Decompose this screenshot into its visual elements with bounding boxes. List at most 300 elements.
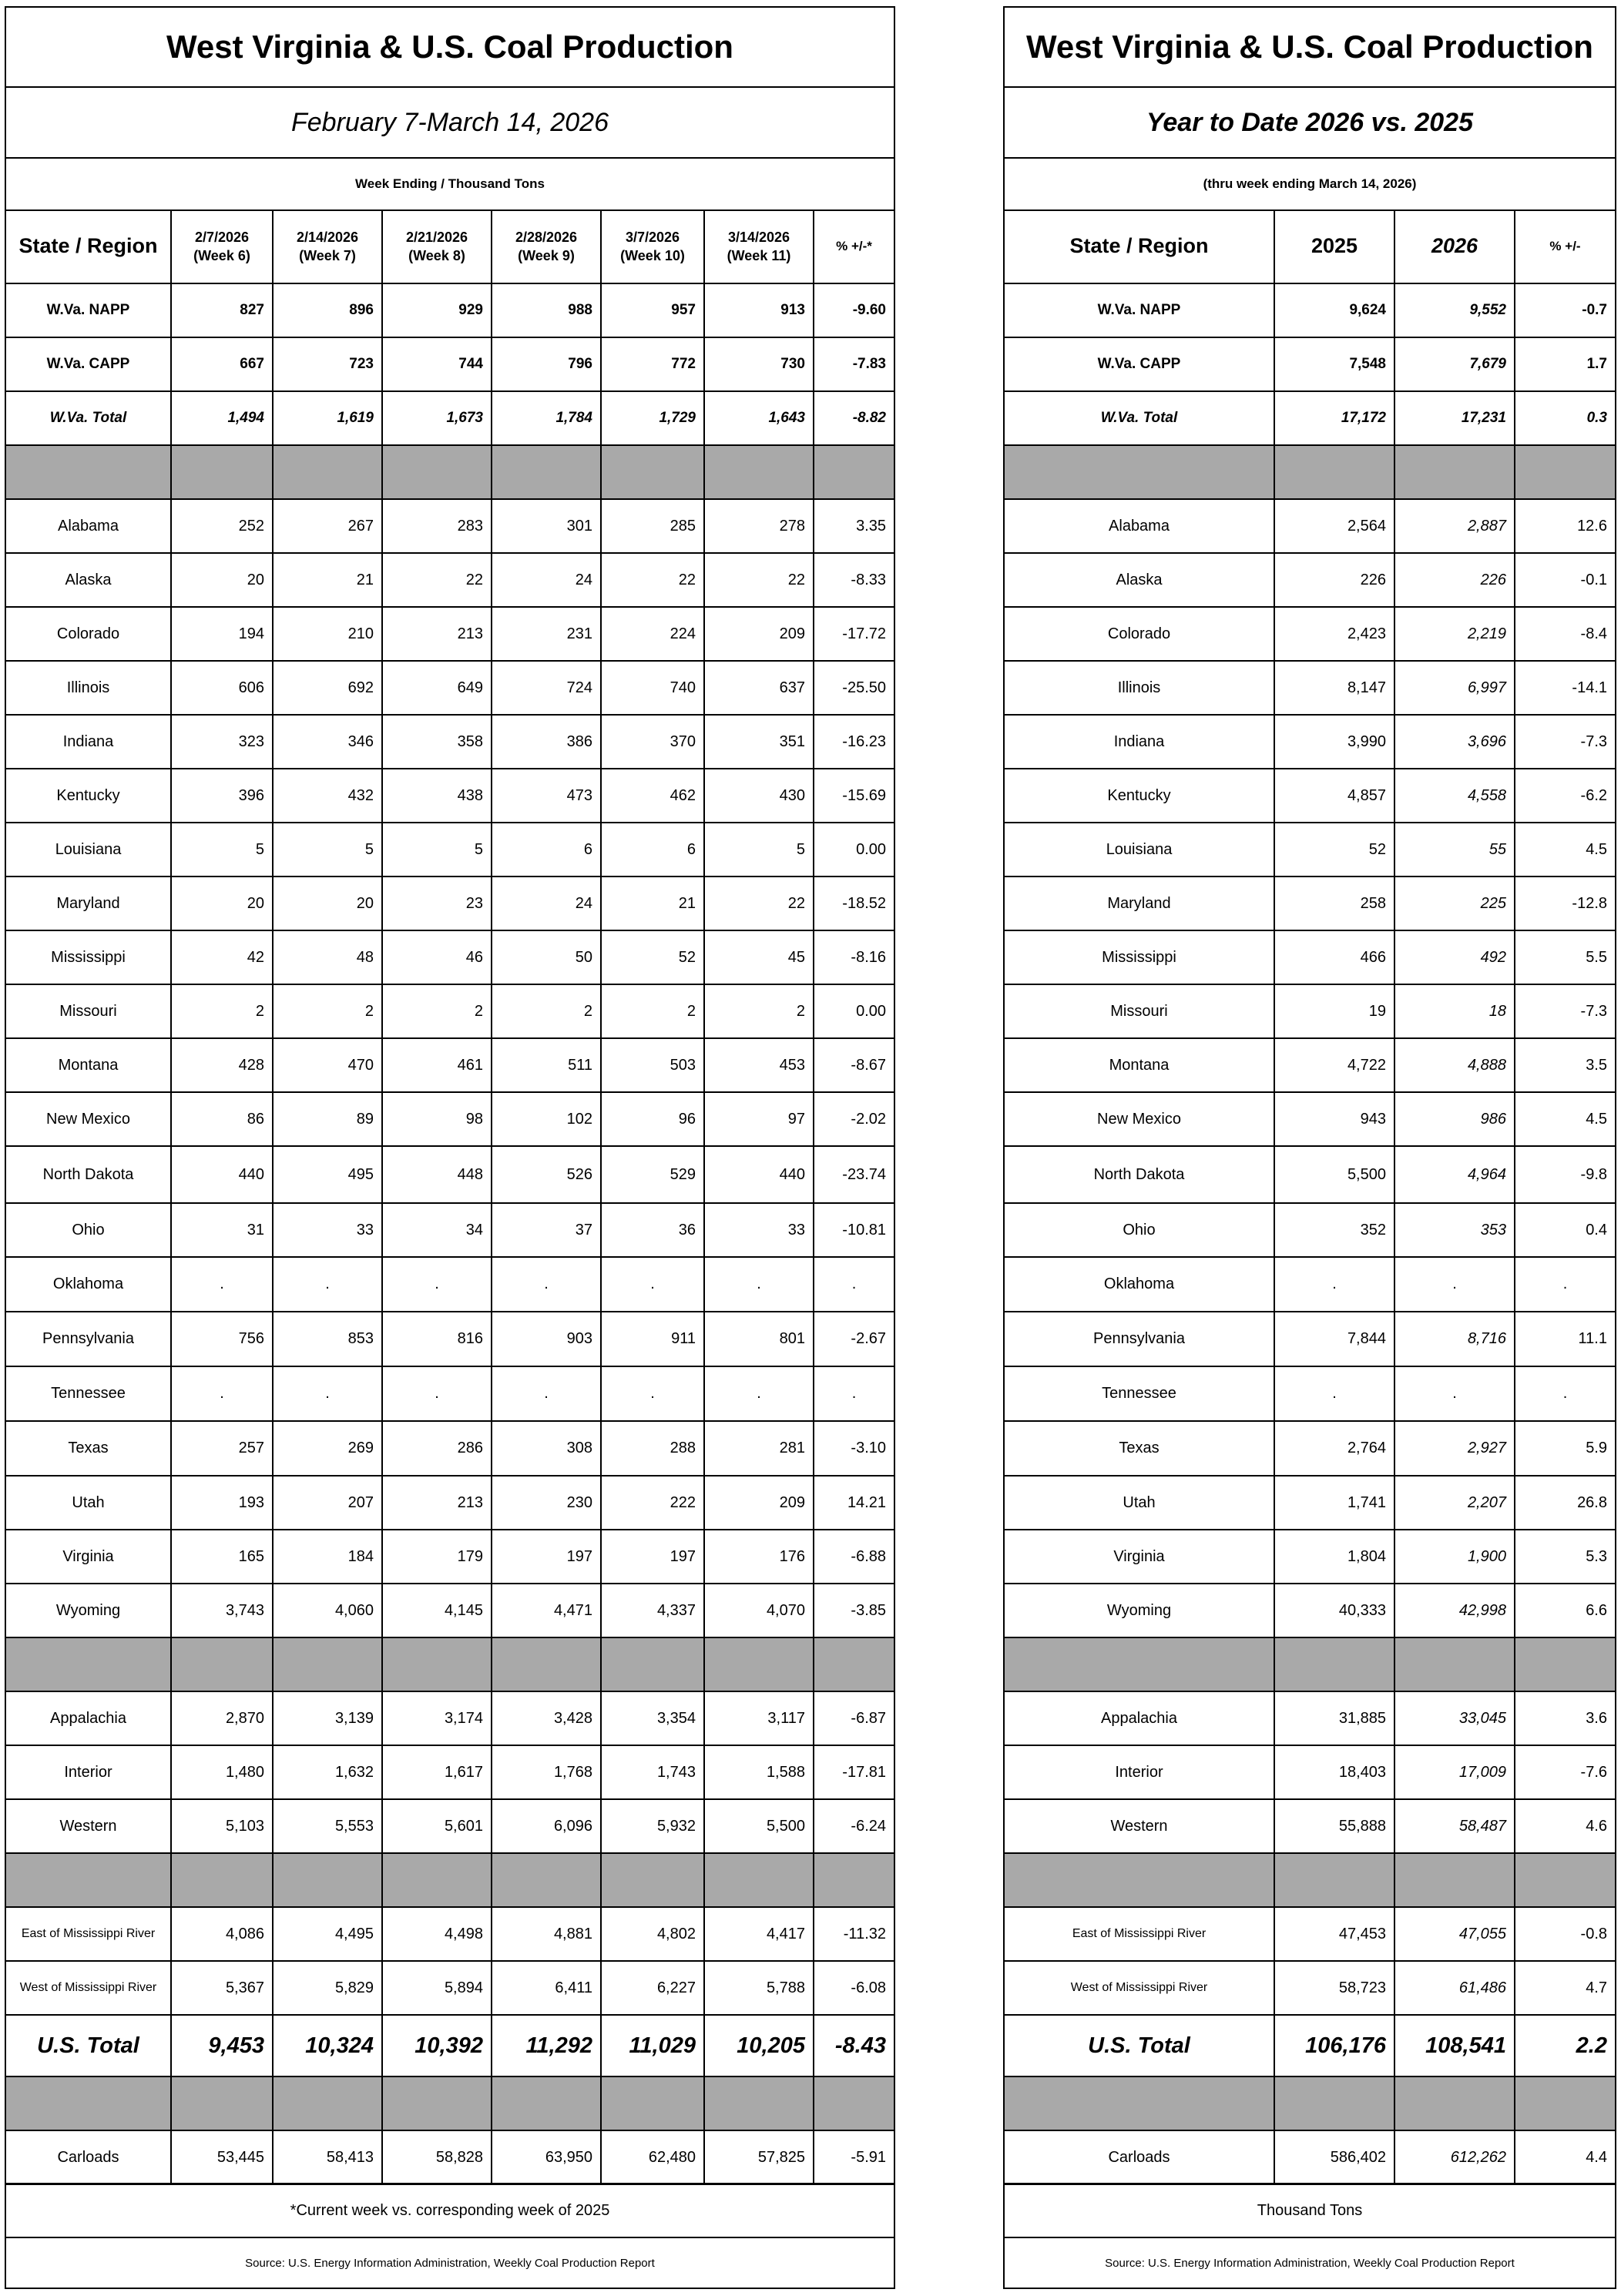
value-cell: 466	[1274, 930, 1394, 984]
table-row-kentucky	[1005, 769, 1615, 823]
separator-cell	[6, 1853, 171, 1907]
pct-change-cell: -11.32	[814, 1907, 894, 1961]
value-cell: 612,262	[1394, 2130, 1515, 2184]
pct-change-cell: -5.91	[814, 2130, 894, 2184]
value-cell: 1,632	[273, 1745, 382, 1799]
region-name: Texas	[1005, 1421, 1274, 1476]
value-cell: 606	[171, 661, 273, 715]
table-row-virginia	[6, 1530, 894, 1584]
table-row-illinois	[1005, 661, 1615, 715]
value-cell: 4,417	[704, 1907, 814, 1961]
value-cell: 3,117	[704, 1691, 814, 1745]
value-cell: 1,743	[601, 1745, 704, 1799]
region-name: Virginia	[6, 1530, 171, 1584]
table-row-ohio	[1005, 1203, 1615, 1257]
pct-change-cell: -7.3	[1515, 715, 1615, 769]
region-name: Mississippi	[6, 930, 171, 984]
value-cell: 724	[492, 661, 601, 715]
value-cell: 37	[492, 1203, 601, 1257]
value-cell: .	[382, 1366, 492, 1421]
value-cell: 929	[382, 283, 492, 337]
table-row-appalachia	[6, 1691, 894, 1745]
pct-change-cell: 3.35	[814, 499, 894, 553]
ytd-unit-note: (thru week ending March 14, 2026)	[1005, 159, 1615, 211]
value-cell: .	[704, 1257, 814, 1312]
ytd-production-panel	[1003, 6, 1616, 2289]
value-cell: .	[273, 1257, 382, 1312]
value-cell: 2	[273, 984, 382, 1038]
region-name: Western	[1005, 1799, 1274, 1853]
separator-row	[6, 2076, 894, 2130]
table-row-us-total	[6, 2015, 894, 2076]
table-row-north-dakota	[6, 1146, 894, 1203]
pct-change-cell: -7.83	[814, 337, 894, 391]
pct-change-cell: .	[1515, 1366, 1615, 1421]
separator-row	[1005, 1853, 1615, 1907]
separator-cell	[814, 1853, 894, 1907]
pct-change-cell: -8.16	[814, 930, 894, 984]
value-cell: 2	[492, 984, 601, 1038]
value-cell: 440	[704, 1146, 814, 1203]
table-row-wyoming	[6, 1584, 894, 1637]
value-cell: 210	[273, 607, 382, 661]
year-2025-column-header: 2025	[1274, 209, 1394, 283]
value-cell: 50	[492, 930, 601, 984]
table-row-interior	[6, 1745, 894, 1799]
value-cell: 8,716	[1394, 1312, 1515, 1366]
value-cell: 46	[382, 930, 492, 984]
value-cell: 2,927	[1394, 1421, 1515, 1476]
region-name: Missouri	[1005, 984, 1274, 1038]
value-cell: 288	[601, 1421, 704, 1476]
value-cell: 1,480	[171, 1745, 273, 1799]
value-cell: 1,588	[704, 1745, 814, 1799]
region-name: Western	[6, 1799, 171, 1853]
value-cell: 896	[273, 283, 382, 337]
pct-change-cell: -8.82	[814, 391, 894, 445]
table-row-east-ms	[6, 1907, 894, 1961]
table-row-west-ms	[1005, 1961, 1615, 2015]
region-column-header: State / Region	[6, 209, 171, 283]
table-row-pennsylvania	[6, 1312, 894, 1366]
pct-change-column-header: % +/-	[1515, 209, 1615, 283]
region-name: Alabama	[6, 499, 171, 553]
separator-cell	[1274, 1637, 1394, 1691]
value-cell: 6,227	[601, 1961, 704, 2015]
region-name: North Dakota	[6, 1146, 171, 1203]
value-cell: 911	[601, 1312, 704, 1366]
pct-change-cell: 26.8	[1515, 1476, 1615, 1530]
value-cell: 301	[492, 499, 601, 553]
value-cell: 986	[1394, 1092, 1515, 1146]
value-cell: 3,990	[1274, 715, 1394, 769]
value-cell: 816	[382, 1312, 492, 1366]
value-cell: 4,145	[382, 1584, 492, 1637]
value-cell: 772	[601, 337, 704, 391]
value-cell: .	[492, 1257, 601, 1312]
value-cell: 98	[382, 1092, 492, 1146]
value-cell: 649	[382, 661, 492, 715]
value-cell: 370	[601, 715, 704, 769]
value-cell: 193	[171, 1476, 273, 1530]
value-cell: 11,292	[492, 2015, 601, 2076]
pct-change-cell: 3.6	[1515, 1691, 1615, 1745]
separator-cell	[492, 445, 601, 499]
table-row-wv-capp	[6, 337, 894, 391]
separator-cell	[382, 445, 492, 499]
pct-change-cell: -2.67	[814, 1312, 894, 1366]
value-cell: 269	[273, 1421, 382, 1476]
value-cell: 179	[382, 1530, 492, 1584]
pct-change-cell: 5.3	[1515, 1530, 1615, 1584]
region-name: Louisiana	[1005, 823, 1274, 877]
value-cell: 5,788	[704, 1961, 814, 2015]
value-cell: 352	[1274, 1203, 1394, 1257]
separator-cell	[171, 1853, 273, 1907]
value-cell: 31	[171, 1203, 273, 1257]
region-name: Virginia	[1005, 1530, 1274, 1584]
value-cell: 45	[704, 930, 814, 984]
region-name: Alabama	[1005, 499, 1274, 553]
value-cell: 222	[601, 1476, 704, 1530]
value-cell: 9,552	[1394, 283, 1515, 337]
pct-change-column-header: % +/-*	[814, 209, 894, 283]
table-row-colorado	[1005, 607, 1615, 661]
value-cell: 96	[601, 1092, 704, 1146]
separator-cell	[1515, 1853, 1615, 1907]
separator-row	[1005, 2076, 1615, 2130]
separator-cell	[1394, 2076, 1515, 2130]
separator-cell	[1394, 1637, 1515, 1691]
table-row-alaska	[1005, 553, 1615, 607]
value-cell: 358	[382, 715, 492, 769]
separator-cell	[704, 1637, 814, 1691]
region-name: Utah	[1005, 1476, 1274, 1530]
value-cell: 22	[601, 553, 704, 607]
value-cell: 957	[601, 283, 704, 337]
region-name: Colorado	[1005, 607, 1274, 661]
region-name: Ohio	[6, 1203, 171, 1257]
value-cell: 2,564	[1274, 499, 1394, 553]
value-cell: 827	[171, 283, 273, 337]
value-cell: .	[1394, 1366, 1515, 1421]
value-cell: 432	[273, 769, 382, 823]
pct-change-cell: -9.8	[1515, 1146, 1615, 1203]
value-cell: 470	[273, 1038, 382, 1092]
value-cell: 58,487	[1394, 1799, 1515, 1853]
value-cell: 63,950	[492, 2130, 601, 2184]
value-cell: 176	[704, 1530, 814, 1584]
value-cell: 102	[492, 1092, 601, 1146]
value-cell: 10,324	[273, 2015, 382, 2076]
value-cell: 20	[273, 877, 382, 930]
region-name: Alaska	[1005, 553, 1274, 607]
region-name: Appalachia	[6, 1691, 171, 1745]
value-cell: 106,176	[1274, 2015, 1394, 2076]
value-cell: 197	[601, 1530, 704, 1584]
region-name: Mississippi	[1005, 930, 1274, 984]
value-cell: 4,722	[1274, 1038, 1394, 1092]
value-cell: 42,998	[1394, 1584, 1515, 1637]
pct-change-cell: -0.8	[1515, 1907, 1615, 1961]
table-row-mississippi	[6, 930, 894, 984]
value-cell: 213	[382, 1476, 492, 1530]
pct-change-cell: -10.81	[814, 1203, 894, 1257]
pct-change-cell: 3.5	[1515, 1038, 1615, 1092]
value-cell: 4,495	[273, 1907, 382, 1961]
separator-cell	[1515, 445, 1615, 499]
pct-change-cell: 5.5	[1515, 930, 1615, 984]
separator-cell	[704, 2076, 814, 2130]
separator-cell	[814, 445, 894, 499]
value-cell: 213	[382, 607, 492, 661]
table-row-louisiana	[6, 823, 894, 877]
value-cell: .	[601, 1366, 704, 1421]
value-cell: 6,411	[492, 1961, 601, 2015]
pct-change-cell: -7.3	[1515, 984, 1615, 1038]
value-cell: 448	[382, 1146, 492, 1203]
weekly-title: West Virginia & U.S. Coal Production	[6, 8, 894, 88]
pct-change-cell: -8.4	[1515, 607, 1615, 661]
region-name: Maryland	[1005, 877, 1274, 930]
table-row-interior	[1005, 1745, 1615, 1799]
pct-change-cell: -8.33	[814, 553, 894, 607]
value-cell: 2,887	[1394, 499, 1515, 553]
region-name: Ohio	[1005, 1203, 1274, 1257]
value-cell: 24	[492, 877, 601, 930]
week-7-column-header: 2/14/2026 (Week 7)	[273, 209, 382, 283]
region-name: Tennessee	[6, 1366, 171, 1421]
value-cell: 53,445	[171, 2130, 273, 2184]
value-cell: 351	[704, 715, 814, 769]
value-cell: 20	[171, 877, 273, 930]
region-column-header: State / Region	[1005, 209, 1274, 283]
pct-change-cell: -9.60	[814, 283, 894, 337]
value-cell: .	[171, 1366, 273, 1421]
value-cell: 1,643	[704, 391, 814, 445]
pct-change-cell: 0.00	[814, 823, 894, 877]
separator-cell	[601, 1853, 704, 1907]
value-cell: 209	[704, 1476, 814, 1530]
table-row-west-ms	[6, 1961, 894, 2015]
value-cell: 55,888	[1274, 1799, 1394, 1853]
value-cell: 20	[171, 553, 273, 607]
separator-cell	[273, 1637, 382, 1691]
region-name: Illinois	[1005, 661, 1274, 715]
table-row-alabama	[1005, 499, 1615, 553]
value-cell: 4,857	[1274, 769, 1394, 823]
table-row-missouri	[1005, 984, 1615, 1038]
pct-change-cell: 12.6	[1515, 499, 1615, 553]
pct-change-cell: -2.02	[814, 1092, 894, 1146]
separator-cell	[171, 1637, 273, 1691]
value-cell: 2	[601, 984, 704, 1038]
region-name: Pennsylvania	[6, 1312, 171, 1366]
pct-change-cell: -0.7	[1515, 283, 1615, 337]
value-cell: 33,045	[1394, 1691, 1515, 1745]
pct-change-cell: -7.6	[1515, 1745, 1615, 1799]
region-name: Tennessee	[1005, 1366, 1274, 1421]
value-cell: 58,828	[382, 2130, 492, 2184]
pct-change-cell: 1.7	[1515, 337, 1615, 391]
pct-change-cell: 2.2	[1515, 2015, 1615, 2076]
value-cell: 281	[704, 1421, 814, 1476]
separator-row	[6, 445, 894, 499]
value-cell: 4,070	[704, 1584, 814, 1637]
value-cell: 4,337	[601, 1584, 704, 1637]
week-11-column-header: 3/14/2026 (Week 11)	[704, 209, 814, 283]
value-cell: 226	[1274, 553, 1394, 607]
separator-cell	[1394, 1853, 1515, 1907]
pct-change-cell: -3.10	[814, 1421, 894, 1476]
separator-row	[1005, 445, 1615, 499]
pct-change-cell: 0.4	[1515, 1203, 1615, 1257]
value-cell: 86	[171, 1092, 273, 1146]
separator-cell	[601, 1637, 704, 1691]
region-name: East of Mississippi River	[1005, 1907, 1274, 1961]
table-row-utah	[6, 1476, 894, 1530]
pct-change-cell: 5.9	[1515, 1421, 1615, 1476]
table-row-alaska	[6, 553, 894, 607]
pct-change-cell: -3.85	[814, 1584, 894, 1637]
region-name: Alaska	[6, 553, 171, 607]
value-cell: 6,096	[492, 1799, 601, 1853]
value-cell: 462	[601, 769, 704, 823]
pct-change-cell: -18.52	[814, 877, 894, 930]
region-name: Illinois	[6, 661, 171, 715]
region-name: Kentucky	[6, 769, 171, 823]
value-cell: 6	[601, 823, 704, 877]
value-cell: 10,205	[704, 2015, 814, 2076]
table-row-missouri	[6, 984, 894, 1038]
value-cell: 52	[1274, 823, 1394, 877]
value-cell: 796	[492, 337, 601, 391]
value-cell: 988	[492, 283, 601, 337]
region-name: Utah	[6, 1476, 171, 1530]
week-9-column-header: 2/28/2026 (Week 9)	[492, 209, 601, 283]
pct-change-cell: -6.08	[814, 1961, 894, 2015]
pct-change-cell: -6.24	[814, 1799, 894, 1853]
table-row-wyoming	[1005, 1584, 1615, 1637]
value-cell: 224	[601, 607, 704, 661]
value-cell: 323	[171, 715, 273, 769]
pct-change-cell: 4.5	[1515, 1092, 1615, 1146]
table-row-indiana	[1005, 715, 1615, 769]
value-cell: 7,548	[1274, 337, 1394, 391]
value-cell: 430	[704, 769, 814, 823]
value-cell: 346	[273, 715, 382, 769]
separator-cell	[492, 2076, 601, 2130]
value-cell: 5	[704, 823, 814, 877]
region-name: West of Mississippi River	[1005, 1961, 1274, 2015]
value-cell: 197	[492, 1530, 601, 1584]
table-row-wv-total	[1005, 391, 1615, 445]
table-row-oklahoma	[1005, 1257, 1615, 1312]
pct-change-cell: 11.1	[1515, 1312, 1615, 1366]
ytd-title: West Virginia & U.S. Coal Production	[1005, 8, 1615, 88]
value-cell: 2	[171, 984, 273, 1038]
region-name: W.Va. Total	[6, 391, 171, 445]
value-cell: 5	[273, 823, 382, 877]
region-name: North Dakota	[1005, 1146, 1274, 1203]
value-cell: 21	[601, 877, 704, 930]
value-cell: 2,219	[1394, 607, 1515, 661]
table-row-colorado	[6, 607, 894, 661]
table-row-western	[6, 1799, 894, 1853]
pct-change-cell: .	[1515, 1257, 1615, 1312]
separator-cell	[1515, 2076, 1615, 2130]
value-cell: 3,174	[382, 1691, 492, 1745]
pct-change-cell: 4.4	[1515, 2130, 1615, 2184]
ytd-production-table	[1005, 209, 1615, 2185]
region-name: W.Va. CAPP	[6, 337, 171, 391]
value-cell: 529	[601, 1146, 704, 1203]
value-cell: 903	[492, 1312, 601, 1366]
value-cell: 913	[704, 283, 814, 337]
value-cell: 22	[704, 553, 814, 607]
pct-change-cell: 4.7	[1515, 1961, 1615, 2015]
value-cell: 22	[704, 877, 814, 930]
value-cell: 1,784	[492, 391, 601, 445]
separator-cell	[382, 1637, 492, 1691]
value-cell: 286	[382, 1421, 492, 1476]
value-cell: 353	[1394, 1203, 1515, 1257]
value-cell: 526	[492, 1146, 601, 1203]
value-cell: 1,619	[273, 391, 382, 445]
value-cell: 4,802	[601, 1907, 704, 1961]
value-cell: 62,480	[601, 2130, 704, 2184]
value-cell: 97	[704, 1092, 814, 1146]
pct-change-cell: -15.69	[814, 769, 894, 823]
table-row-mississippi	[1005, 930, 1615, 984]
week-10-column-header: 3/7/2026 (Week 10)	[601, 209, 704, 283]
pct-change-cell: -17.72	[814, 607, 894, 661]
value-cell: 9,624	[1274, 283, 1394, 337]
value-cell: 5	[171, 823, 273, 877]
value-cell: 4,060	[273, 1584, 382, 1637]
separator-cell	[704, 1853, 814, 1907]
value-cell: 853	[273, 1312, 382, 1366]
value-cell: 165	[171, 1530, 273, 1584]
value-cell: 209	[704, 607, 814, 661]
pct-change-cell: -8.67	[814, 1038, 894, 1092]
value-cell: 4,558	[1394, 769, 1515, 823]
region-name: W.Va. NAPP	[1005, 283, 1274, 337]
table-row-tennessee	[6, 1366, 894, 1421]
table-row-carloads	[6, 2130, 894, 2184]
value-cell: 5,103	[171, 1799, 273, 1853]
value-cell: 184	[273, 1530, 382, 1584]
value-cell: 108,541	[1394, 2015, 1515, 2076]
region-name: Carloads	[1005, 2130, 1274, 2184]
table-row-ohio	[6, 1203, 894, 1257]
value-cell: 23	[382, 877, 492, 930]
pct-change-cell: -8.43	[814, 2015, 894, 2076]
value-cell: 5,894	[382, 1961, 492, 2015]
value-cell: 3,139	[273, 1691, 382, 1745]
value-cell: 89	[273, 1092, 382, 1146]
separator-cell	[601, 2076, 704, 2130]
value-cell: .	[273, 1366, 382, 1421]
value-cell: 5	[382, 823, 492, 877]
value-cell: 278	[704, 499, 814, 553]
region-name: W.Va. Total	[1005, 391, 1274, 445]
region-name: Pennsylvania	[1005, 1312, 1274, 1366]
region-name: Indiana	[1005, 715, 1274, 769]
value-cell: 744	[382, 337, 492, 391]
table-row-new-mexico	[6, 1092, 894, 1146]
table-row-alabama	[6, 499, 894, 553]
